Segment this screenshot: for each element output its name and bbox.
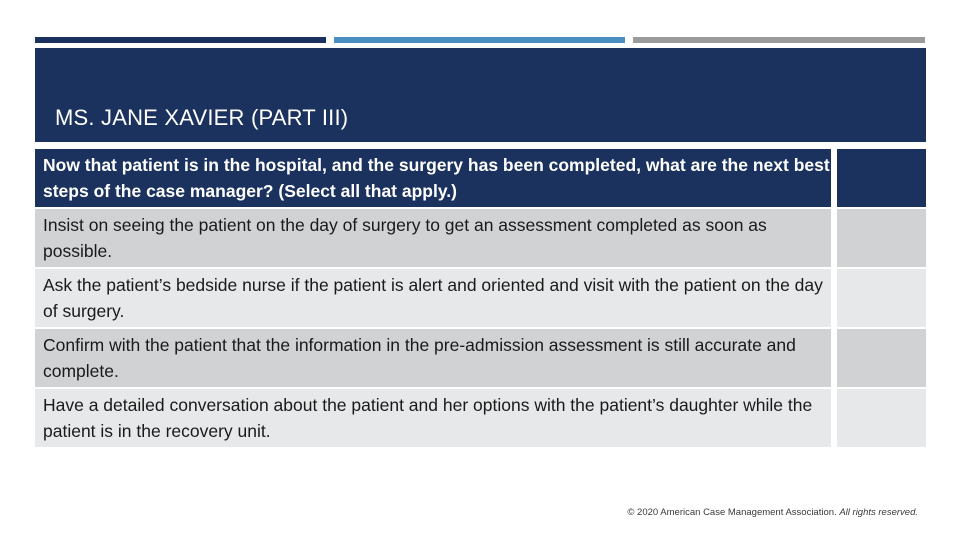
option-text: Ask the patient’s bedside nurse if the patient is alert and oriented and visit with the patient on the day of surgery. xyxy=(35,269,831,329)
copyright-text: © 2020 American Case Management Association. xyxy=(627,507,837,518)
top-accent-bar-blue xyxy=(334,37,625,43)
option-text: Insist on seeing the patient on the day of surgery to get an assessment completed as soon as possible. xyxy=(35,209,831,269)
answer-cell[interactable] xyxy=(837,269,926,329)
question-row xyxy=(35,149,926,209)
copyright-footer xyxy=(627,507,918,518)
answer-cell[interactable] xyxy=(837,329,926,389)
answer-cell[interactable] xyxy=(837,389,926,449)
option-row[interactable] xyxy=(35,269,926,329)
option-row[interactable] xyxy=(35,389,926,449)
option-text: Confirm with the patient that the information in the pre-admission assessment is still accurate and complete. xyxy=(35,329,831,389)
answer-cell-header xyxy=(837,149,926,209)
option-row[interactable] xyxy=(35,209,926,269)
answer-cell[interactable] xyxy=(837,209,926,269)
question-text: Now that patient is in the hospital, and the surgery has been completed, what are the next best steps of the case manager? (Select all that apply.) xyxy=(35,149,831,209)
top-accent-bar-navy xyxy=(35,37,326,43)
option-text: Have a detailed conversation about the patient and her options with the patient’s daughter while the patient is in the recovery unit. xyxy=(35,389,831,449)
option-row[interactable] xyxy=(35,329,926,389)
title-band xyxy=(35,48,926,142)
slide-title: MS. JANE XAVIER (PART III) xyxy=(55,105,349,130)
top-accent-bar-gray xyxy=(633,37,925,43)
rights-text: All rights reserved. xyxy=(839,507,918,518)
question-table xyxy=(35,149,926,449)
